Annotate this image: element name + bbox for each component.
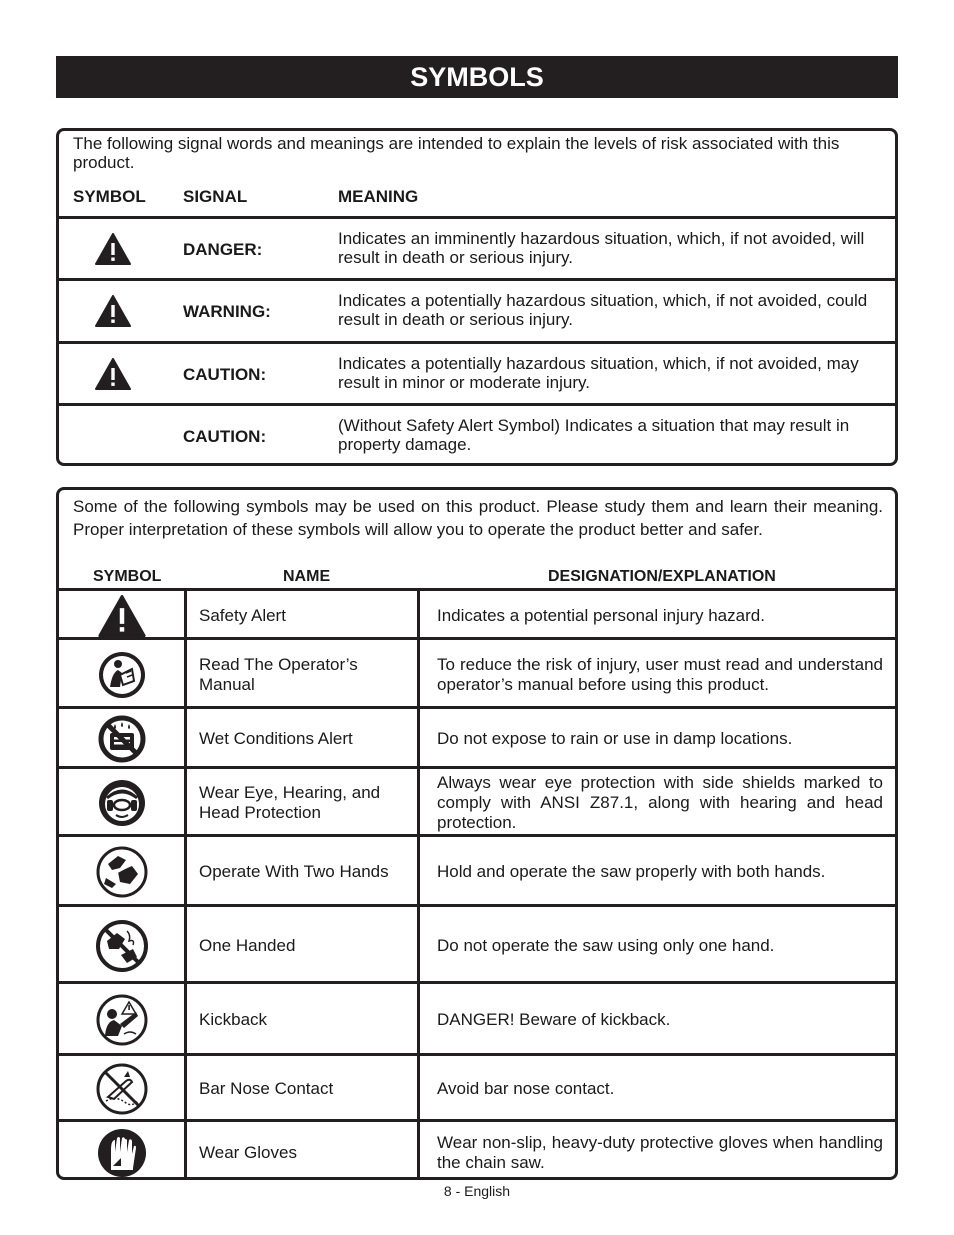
read-manual-icon (98, 651, 146, 699)
symbol-name: Operate With Two Hands (187, 837, 420, 907)
header-name: NAME (283, 568, 331, 585)
signal-meaning: (Without Safety Alert Symbol) Indicates a situation that may result in property damage. (338, 416, 850, 454)
symbol-name: Read The Operator’s Manual (187, 640, 420, 709)
kickback-icon (96, 994, 148, 1046)
alert-triangle-icon (95, 358, 131, 390)
symbol-row-protection (59, 766, 895, 837)
symbol-designation: Hold and operate the saw properly with both hands. (437, 862, 826, 881)
header-symbol: SYMBOL (73, 187, 146, 206)
header-designation: DESIGNATION/EXPLANATION (548, 568, 776, 585)
safety-alert-icon (98, 595, 146, 637)
signal-row-caution (59, 341, 895, 406)
symbol-designation: To reduce the risk of injury, user must read and understand operator’s manual before using this product. (437, 654, 883, 694)
symbol-designation: Do not expose to rain or use in damp locations. (437, 729, 793, 748)
symbol-row-two-hands (59, 834, 895, 907)
symbol-name: Wear Gloves (187, 1122, 420, 1180)
signal-meaning: Indicates an imminently hazardous situation, which, if not avoided, will result in death or serious injury. (338, 229, 865, 267)
symbol-row-one-handed (59, 904, 895, 984)
eye-hearing-head-protection-icon (98, 779, 146, 827)
header-meaning: MEANING (338, 187, 419, 206)
symbols-table (56, 487, 898, 1180)
symbol-designation: Always wear eye protection with side shields marked to comply with ANSI Z87.1, along with hearing and head protection. (437, 773, 883, 832)
signal-row-danger (59, 216, 895, 281)
symbol-name: Wet Conditions Alert (187, 709, 420, 769)
symbol-row-safety-alert (59, 588, 895, 640)
symbol-designation: Avoid bar nose contact. (437, 1079, 615, 1098)
symbol-name: One Handed (187, 907, 420, 984)
bar-nose-contact-icon (96, 1063, 148, 1115)
signal-row-caution-property (59, 403, 895, 466)
signal-row-warning (59, 278, 895, 343)
symbol-name: Bar Nose Contact (187, 1056, 420, 1122)
signal-word: WARNING: (183, 302, 271, 321)
symbol-designation: Do not operate the saw using only one hand. (437, 935, 775, 955)
signal-word: CAUTION: (183, 427, 267, 446)
symbol-name: Safety Alert (187, 591, 420, 640)
symbol-row-read-manual (59, 637, 895, 709)
symbols-intro: Some of the following symbols may be used on this product. Please study them and learn their meaning. Proper interpretation of these symbols will allow you to operate the product better and safer. (73, 497, 883, 539)
symbol-name: Wear Eye, Hearing, and Head Protection (187, 769, 420, 837)
alert-triangle-icon (95, 295, 131, 327)
two-hands-icon (96, 846, 148, 898)
alert-triangle-icon (95, 233, 131, 265)
page-title: SYMBOLS (56, 56, 898, 98)
symbol-row-kickback (59, 981, 895, 1056)
symbol-designation: Indicates a potential personal injury hazard. (437, 605, 765, 625)
symbol-designation: DANGER! Beware of kickback. (437, 1010, 671, 1029)
symbol-designation: Wear non-slip, heavy-duty protective gloves when handling the chain saw. (437, 1133, 883, 1172)
signal-intro: The following signal words and meanings are intended to explain the levels of risk associated with this product. (73, 134, 840, 172)
page-footer: 8 - English (443, 1183, 511, 1199)
symbol-row-bar-nose-contact (59, 1053, 895, 1122)
header-symbol: SYMBOL (93, 568, 162, 585)
one-handed-prohibited-icon (95, 919, 149, 973)
signal-word: CAUTION: (183, 365, 267, 384)
symbol-name: Kickback (187, 984, 420, 1056)
symbol-row-wet-conditions (59, 706, 895, 769)
wet-conditions-icon (98, 715, 146, 763)
signal-meaning: Indicates a potentially hazardous situation, which, if not avoided, could result in death or serious injury. (338, 291, 868, 329)
signal-word: DANGER: (183, 240, 263, 259)
header-signal: SIGNAL (183, 187, 248, 206)
symbol-row-wear-gloves (59, 1119, 895, 1180)
wear-gloves-icon (97, 1128, 147, 1178)
signal-words-table (56, 128, 898, 466)
signal-meaning: Indicates a potentially hazardous situation, which, if not avoided, may result in minor or moderate injury. (338, 354, 859, 392)
